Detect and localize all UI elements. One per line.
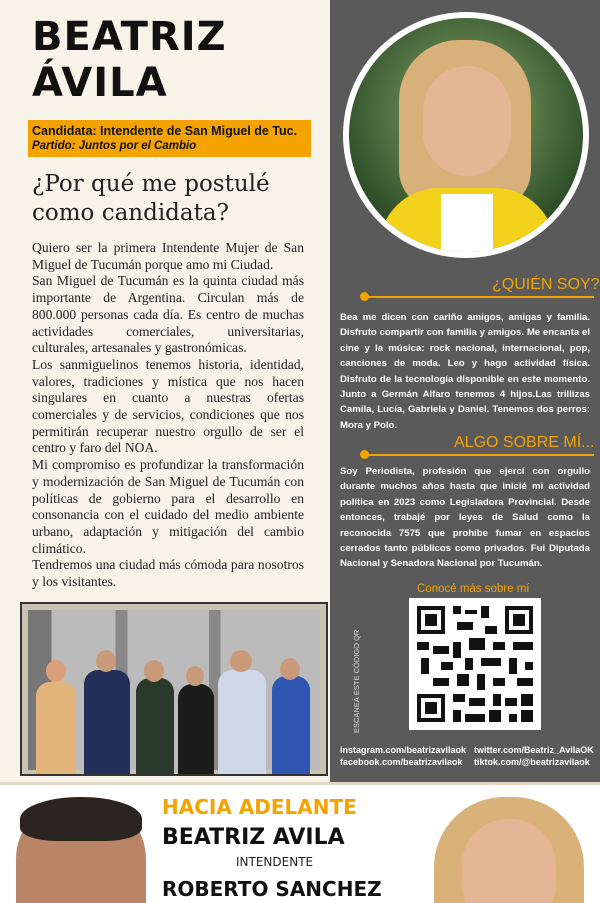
question-heading: ¿Por qué me postulé como candidata? — [32, 171, 270, 226]
candidacy-text: Candidata: Intendente de San Miguel de Tuc. — [32, 124, 298, 138]
person-head — [46, 660, 66, 682]
candidate-photo-small — [434, 797, 584, 903]
divider-dot — [360, 450, 369, 459]
person-figure — [84, 670, 130, 774]
person-figure — [178, 684, 214, 774]
qr-code[interactable] — [409, 598, 541, 730]
person-head — [280, 658, 300, 680]
footer-candidate-name: BEATRIZ AVILA — [162, 825, 345, 850]
partner-photo — [16, 799, 146, 903]
twitter-link[interactable]: twitter.com/Beatriz_AvilaOK — [474, 745, 594, 755]
divider — [364, 454, 594, 456]
qr-code-icon — [409, 598, 541, 730]
person-head — [230, 650, 252, 672]
candidacy-banner — [28, 120, 311, 157]
paragraph: Mi compromiso es profundizar la transformación y modernización de San Miguel de Tucumán con políticas de gobierno para el desarrollo en consonancia con el cuidado del medio ambiente urbano, adaptación y mitigación del cambio climático. — [32, 457, 304, 556]
footer-role: INTENDENTE — [236, 855, 314, 869]
instagram-link[interactable]: instagram.com/beatrizavilaok — [340, 745, 467, 755]
qr-label: ESCANEÁ ESTE CÓDIGO QR — [352, 629, 361, 733]
person-figure — [272, 676, 310, 774]
article-body — [32, 240, 304, 591]
candidate-name: BEATRIZ ÁVILA — [32, 14, 227, 106]
paragraph: Los sanmiguelinos tenemos historia, identidad, valores, tradiciones y mística que nos hacen singulares en cuanto a nuestras ofertas comerciales y de servicios, condiciones que nos permitirán recuperar nuestro orgullo de ser el centro y faro del NOA. — [32, 356, 304, 456]
footer-banner — [0, 782, 600, 903]
paragraph: Quiero ser la primera Intendente Mujer de San Miguel de Tucumán porque amo mi Ciudad. — [32, 240, 304, 272]
facebook-link[interactable]: facebook.com/beatrizavilaok — [340, 757, 463, 767]
about-title: ALGO SOBRE MÍ... — [454, 434, 595, 451]
slogan: HACIA ADELANTE — [162, 795, 357, 819]
group-photo — [20, 602, 328, 776]
paragraph: San Miguel de Tucumán es la quinta ciudad más importante de Argentina. Circulan más de 800.000 personas cada día. Es centro de muchas actividades comerciales, universitarias, culturales, artesanales y gastronómicas. — [32, 273, 304, 356]
person-head — [144, 660, 164, 682]
person-figure — [136, 678, 174, 774]
person-figure — [36, 682, 76, 774]
who-text: Bea me dicen con cariño amigos, amigas y familia. Disfruto compartir con familia y amigos. Me encanta el cine y la música: rock nacional, internacional, pop, canciones de moda. Leo y hago actividad física. Disfruto de la tecnología disponible en este momento. Junto a Germán Alfaro tenemos 4 hijos.Las trillizas Camila, Lucía, Gabriela y Daniel. Tenemos dos perros: Mora y Polo. — [340, 312, 590, 431]
left-column — [0, 0, 330, 782]
candidate-portrait — [343, 12, 589, 258]
divider — [364, 296, 594, 298]
footer-partner-name: ROBERTO SANCHEZ — [162, 877, 382, 901]
divider-dot — [360, 292, 369, 301]
person-figure — [218, 670, 266, 774]
person-head — [186, 666, 204, 686]
portrait-photo — [349, 18, 583, 252]
paragraph: Tendremos una ciudad más cómoda para nosotros y los visitantes. — [32, 557, 304, 590]
social-links-left — [340, 744, 466, 768]
more-about-me-label: Conocé más sobre mí — [417, 583, 530, 595]
party-text: Partido: Juntos por el Cambio — [32, 140, 197, 152]
who-title: ¿QUIÉN SOY? — [492, 276, 600, 293]
social-links-right — [474, 744, 594, 768]
about-text: Soy Periodista, profesión que ejercí con orgullo durante muchos años hasta que inicié mi actividad política en 2023 como Legisladora Provincial. Desde entonces, trabajé por leyes de Salud como la reconocida 7575 que prohíbe fumar en espacios cerrados tanto públicos como privados. Fui Diputada Nacional y Senadora Nacional por Tucumán. — [340, 466, 590, 570]
tiktok-link[interactable]: tiktok.com/@beatrizavilaok — [474, 757, 590, 767]
person-head — [96, 650, 116, 672]
